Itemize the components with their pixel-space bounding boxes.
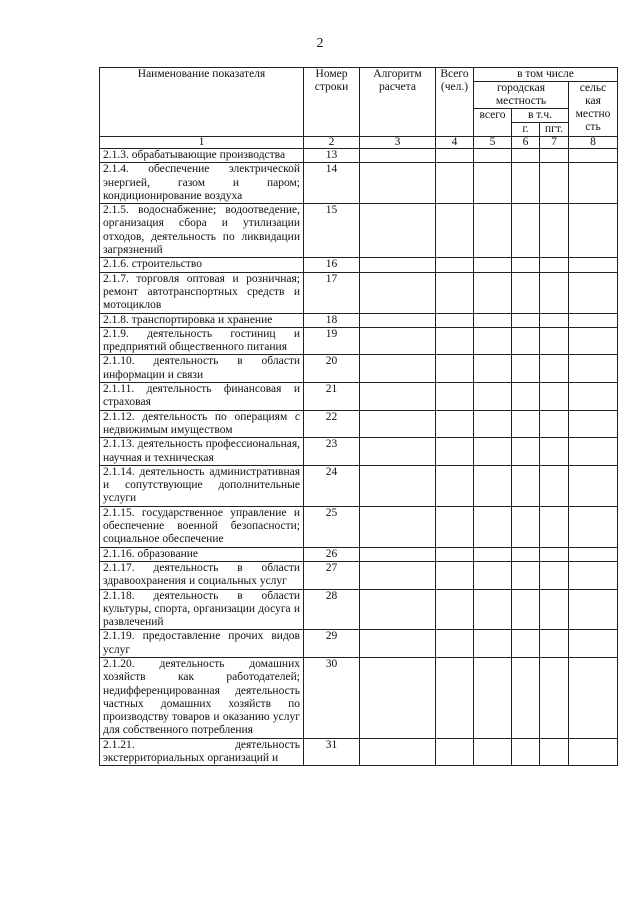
value-cell[interactable] [436, 204, 474, 258]
value-cell[interactable] [436, 313, 474, 327]
value-cell[interactable] [569, 465, 618, 506]
row-number: 20 [304, 355, 360, 383]
table-row [100, 355, 618, 383]
value-cell[interactable] [474, 738, 512, 766]
table-row [100, 738, 618, 766]
table-row [100, 465, 618, 506]
table-row [100, 204, 618, 258]
row-number: 25 [304, 506, 360, 547]
value-cell[interactable] [540, 163, 569, 204]
value-cell[interactable] [474, 506, 512, 547]
value-cell[interactable] [540, 561, 569, 589]
value-cell[interactable] [512, 313, 540, 327]
row-number: 19 [304, 327, 360, 355]
value-cell[interactable] [569, 506, 618, 547]
table-row [100, 313, 618, 327]
column-number: 6 [512, 137, 540, 149]
value-cell[interactable] [569, 657, 618, 738]
indicator-name: 2.1.16. образование [100, 547, 304, 561]
header-row-number: Номер строки [304, 68, 360, 137]
value-cell[interactable] [540, 438, 569, 466]
value-cell[interactable] [540, 149, 569, 163]
value-cell[interactable] [436, 547, 474, 561]
table-row [100, 438, 618, 466]
table-row [100, 258, 618, 272]
indicator-name: 2.1.7. торговля оптовая и розничная; ремонт автотранспортных средств и мотоциклов [100, 272, 304, 313]
value-cell[interactable] [540, 313, 569, 327]
row-number: 17 [304, 272, 360, 313]
value-cell[interactable] [360, 589, 436, 630]
column-number: 4 [436, 137, 474, 149]
value-cell[interactable] [474, 630, 512, 658]
value-cell[interactable] [436, 149, 474, 163]
row-number: 31 [304, 738, 360, 766]
value-cell[interactable] [474, 163, 512, 204]
value-cell[interactable] [512, 547, 540, 561]
header-name: Наименование показателя [100, 68, 304, 137]
value-cell[interactable] [512, 410, 540, 438]
value-cell[interactable] [436, 561, 474, 589]
value-cell[interactable] [569, 204, 618, 258]
value-cell[interactable] [360, 657, 436, 738]
value-cell[interactable] [436, 383, 474, 411]
value-cell[interactable] [436, 630, 474, 658]
value-cell[interactable] [474, 547, 512, 561]
value-cell[interactable] [540, 410, 569, 438]
value-cell[interactable] [569, 547, 618, 561]
value-cell[interactable] [540, 589, 569, 630]
table-row [100, 163, 618, 204]
value-cell[interactable] [512, 438, 540, 466]
value-cell[interactable] [512, 258, 540, 272]
indicator-name: 2.1.19. предоставление прочих видов услуг [100, 630, 304, 658]
value-cell[interactable] [436, 465, 474, 506]
column-number: 5 [474, 137, 512, 149]
value-cell[interactable] [360, 258, 436, 272]
value-cell[interactable] [512, 383, 540, 411]
value-cell[interactable] [436, 506, 474, 547]
value-cell[interactable] [436, 657, 474, 738]
row-number: 30 [304, 657, 360, 738]
value-cell[interactable] [569, 738, 618, 766]
header-rural: сельс кая местно сть [569, 82, 618, 137]
row-number: 29 [304, 630, 360, 658]
value-cell[interactable] [436, 163, 474, 204]
row-number: 18 [304, 313, 360, 327]
value-cell[interactable] [540, 327, 569, 355]
value-cell[interactable] [360, 204, 436, 258]
value-cell[interactable] [474, 438, 512, 466]
value-cell[interactable] [360, 438, 436, 466]
table-row [100, 589, 618, 630]
table-row [100, 561, 618, 589]
header-incl-short: в т.ч. [512, 109, 569, 123]
value-cell[interactable] [540, 355, 569, 383]
value-cell[interactable] [512, 327, 540, 355]
value-cell[interactable] [540, 630, 569, 658]
header-urban: городская местность [474, 82, 569, 109]
value-cell[interactable] [512, 163, 540, 204]
value-cell[interactable] [474, 313, 512, 327]
indicator-name: 2.1.17. деятельность в области здравоохранения и социальных услуг [100, 561, 304, 589]
header-total: Всего (чел.) [436, 68, 474, 137]
value-cell[interactable] [540, 738, 569, 766]
value-cell[interactable] [474, 258, 512, 272]
value-cell[interactable] [474, 465, 512, 506]
value-cell[interactable] [474, 589, 512, 630]
value-cell[interactable] [540, 506, 569, 547]
value-cell[interactable] [569, 313, 618, 327]
column-number: 7 [540, 137, 569, 149]
value-cell[interactable] [474, 327, 512, 355]
indicator-name: 2.1.21. деятельность экстерриториальных организаций и [100, 738, 304, 766]
indicator-name: 2.1.13. деятельность профессиональная, научная и техническая [100, 438, 304, 466]
value-cell[interactable] [360, 163, 436, 204]
value-cell[interactable] [436, 738, 474, 766]
value-cell[interactable] [360, 547, 436, 561]
table-row [100, 410, 618, 438]
indicator-name: 2.1.11. деятельность финансовая и страховая [100, 383, 304, 411]
value-cell[interactable] [512, 561, 540, 589]
value-cell[interactable] [569, 561, 618, 589]
value-cell[interactable] [540, 258, 569, 272]
value-cell[interactable] [474, 204, 512, 258]
value-cell[interactable] [436, 355, 474, 383]
value-cell[interactable] [360, 465, 436, 506]
header-algorithm: Алгоритм расчета [360, 68, 436, 137]
indicator-name: 2.1.20. деятельность домашних хозяйств как работодателей; недифференцированная деятельность частных домашних хозяйств по производству товаров и оказанию услуг для собственного потребления [100, 657, 304, 738]
value-cell[interactable] [540, 657, 569, 738]
value-cell[interactable] [436, 589, 474, 630]
value-cell[interactable] [360, 313, 436, 327]
value-cell[interactable] [474, 561, 512, 589]
value-cell[interactable] [512, 149, 540, 163]
indicator-name: 2.1.14. деятельность административная и сопутствующие дополнительные услуги [100, 465, 304, 506]
row-number: 28 [304, 589, 360, 630]
value-cell[interactable] [569, 410, 618, 438]
table-row [100, 327, 618, 355]
statistics-table [99, 67, 618, 766]
value-cell[interactable] [512, 506, 540, 547]
table-row [100, 547, 618, 561]
value-cell[interactable] [569, 589, 618, 630]
value-cell[interactable] [360, 506, 436, 547]
indicator-name: 2.1.15. государственное управление и обеспечение военной безопасности; социальное обеспечение [100, 506, 304, 547]
value-cell[interactable] [436, 327, 474, 355]
value-cell[interactable] [360, 561, 436, 589]
indicator-name: 2.1.9. деятельность гостиниц и предприятий общественного питания [100, 327, 304, 355]
header-urban-total: всего [474, 109, 512, 137]
value-cell[interactable] [474, 355, 512, 383]
value-cell[interactable] [474, 383, 512, 411]
column-number: 1 [100, 137, 304, 149]
table-row [100, 506, 618, 547]
table-row [100, 149, 618, 163]
row-number: 16 [304, 258, 360, 272]
column-numbers-row [100, 137, 618, 149]
value-cell[interactable] [569, 630, 618, 658]
value-cell[interactable] [436, 272, 474, 313]
indicator-name: 2.1.5. водоснабжение; водоотведение, организация сбора и утилизации отходов, деятельность по ликвидации загрязнений [100, 204, 304, 258]
value-cell[interactable] [540, 204, 569, 258]
row-number: 14 [304, 163, 360, 204]
indicator-name: 2.1.6. строительство [100, 258, 304, 272]
value-cell[interactable] [360, 272, 436, 313]
value-cell[interactable] [474, 149, 512, 163]
value-cell[interactable] [540, 383, 569, 411]
value-cell[interactable] [474, 657, 512, 738]
value-cell[interactable] [569, 438, 618, 466]
indicator-name: 2.1.10. деятельность в области информации и связи [100, 355, 304, 383]
value-cell[interactable] [569, 383, 618, 411]
value-cell[interactable] [512, 630, 540, 658]
value-cell[interactable] [569, 149, 618, 163]
value-cell[interactable] [360, 149, 436, 163]
value-cell[interactable] [436, 410, 474, 438]
value-cell[interactable] [360, 410, 436, 438]
value-cell[interactable] [360, 327, 436, 355]
indicator-name: 2.1.3. обрабатывающие производства [100, 149, 304, 163]
value-cell[interactable] [512, 355, 540, 383]
value-cell[interactable] [360, 738, 436, 766]
value-cell[interactable] [360, 355, 436, 383]
table-row [100, 630, 618, 658]
header-cities: г. [512, 123, 540, 137]
row-number: 21 [304, 383, 360, 411]
row-number: 13 [304, 149, 360, 163]
row-number: 22 [304, 410, 360, 438]
value-cell[interactable] [569, 355, 618, 383]
column-number: 3 [360, 137, 436, 149]
row-number: 15 [304, 204, 360, 258]
row-number: 27 [304, 561, 360, 589]
row-number: 26 [304, 547, 360, 561]
value-cell[interactable] [540, 272, 569, 313]
column-number: 8 [569, 137, 618, 149]
indicator-name: 2.1.12. деятельность по операциям с недвижимым имуществом [100, 410, 304, 438]
column-number: 2 [304, 137, 360, 149]
value-cell[interactable] [512, 272, 540, 313]
row-number: 24 [304, 465, 360, 506]
table-row [100, 657, 618, 738]
value-cell[interactable] [540, 465, 569, 506]
value-cell[interactable] [512, 465, 540, 506]
header-including: в том числе [474, 68, 618, 82]
value-cell[interactable] [540, 547, 569, 561]
value-cell[interactable] [569, 327, 618, 355]
value-cell[interactable] [474, 410, 512, 438]
value-cell[interactable] [569, 272, 618, 313]
value-cell[interactable] [512, 589, 540, 630]
value-cell[interactable] [569, 258, 618, 272]
value-cell[interactable] [512, 204, 540, 258]
page-number: 2 [316, 36, 324, 51]
value-cell[interactable] [474, 272, 512, 313]
value-cell[interactable] [512, 657, 540, 738]
value-cell[interactable] [512, 738, 540, 766]
indicator-name: 2.1.8. транспортировка и хранение [100, 313, 304, 327]
table-row [100, 383, 618, 411]
value-cell[interactable] [436, 438, 474, 466]
indicator-name: 2.1.18. деятельность в области культуры, спорта, организации досуга и развлечений [100, 589, 304, 630]
value-cell[interactable] [360, 383, 436, 411]
value-cell[interactable] [360, 630, 436, 658]
header-towns: пгт. [540, 123, 569, 137]
value-cell[interactable] [436, 258, 474, 272]
value-cell[interactable] [569, 163, 618, 204]
row-number: 23 [304, 438, 360, 466]
indicator-name: 2.1.4. обеспечение электрической энергией, газом и паром; кондиционирование воздуха [100, 163, 304, 204]
table-row [100, 272, 618, 313]
